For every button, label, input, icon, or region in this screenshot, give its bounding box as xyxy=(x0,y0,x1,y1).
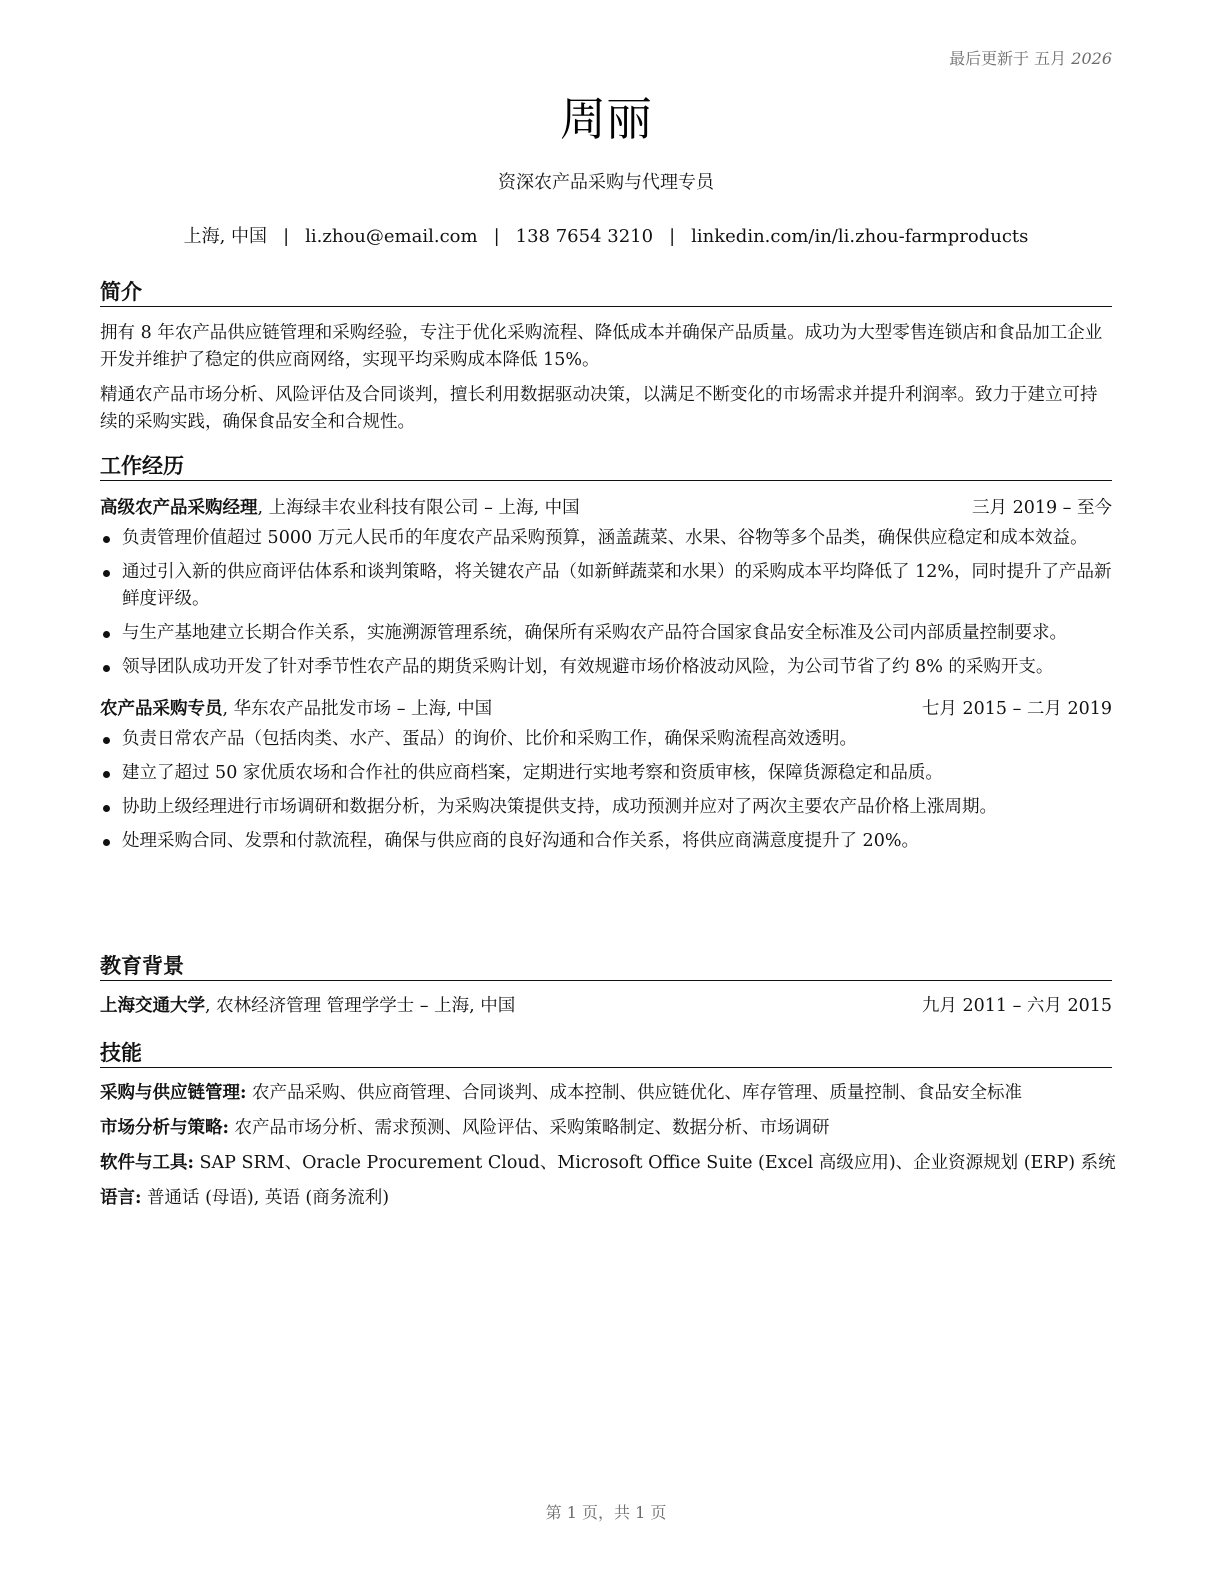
bullet-icon xyxy=(103,805,110,812)
job-header xyxy=(100,495,1112,522)
bullet-text: 建立了超过 50 家优质农场和合作社的供应商档案，定期进行实地考察和资质审核，保障货源稳定和品质。 xyxy=(122,763,943,783)
education-detail: , 农林经济管理 管理学学士 – 上海, 中国 xyxy=(205,996,516,1016)
last-updated-prefix: 最后更新于 五月 xyxy=(949,49,1067,68)
skills-list xyxy=(100,1080,1116,1212)
bullet-icon xyxy=(103,839,110,846)
job-organization: , 上海绿丰农业科技有限公司 – 上海, 中国 xyxy=(257,498,580,518)
education-school: 上海交通大学 xyxy=(100,996,205,1016)
list-item xyxy=(100,559,1112,613)
summary-paragraph: 拥有 8 年农产品供应链管理和采购经验，专注于优化采购流程、降低成本并确保产品质量。成功为大型零售连锁店和食品加工企业开发并维护了稳定的供应商网络，实现平均采购成本降低 15%。 xyxy=(100,323,1103,370)
list-item xyxy=(100,760,1112,787)
skill-line xyxy=(100,1150,1116,1177)
bullet-text: 处理采购合同、发票和付款流程，确保与供应商的良好沟通和合作关系，将供应商满意度提升了 20%。 xyxy=(122,831,919,851)
skill-label: 语言: xyxy=(100,1188,142,1208)
section-title-summary: 简介 xyxy=(100,278,1112,307)
skill-value: SAP SRM、Oracle Procurement Cloud、Microsoft Office Suite (Excel 高级应用)、企业资源规划 (ERP) 系统 xyxy=(193,1153,1116,1173)
contact-location: 上海, 中国 xyxy=(183,226,268,247)
job-role: 农产品采购专员 xyxy=(100,699,223,719)
skill-value: 农产品市场分析、需求预测、风险评估、采购策略制定、数据分析、市场调研 xyxy=(228,1118,830,1138)
skill-value: 普通话 (母语), 英语 (商务流利) xyxy=(141,1188,390,1208)
job-dates: 七月 2015 – 二月 2019 xyxy=(921,699,1112,719)
experience-section xyxy=(100,452,1112,862)
bullet-text: 负责日常农产品（包括肉类、水产、蛋品）的询价、比价和采购工作，确保采购流程高效透明。 xyxy=(122,729,857,749)
summary-paragraph: 精通农产品市场分析、风险评估及合同谈判，擅长利用数据驱动决策，以满足不断变化的市场需求并提升利润率。致力于建立可持续的采购实践，确保食品安全和合规性。 xyxy=(100,385,1098,432)
contact-line xyxy=(100,224,1112,250)
job-role: 高级农产品采购经理 xyxy=(100,498,258,518)
bullet-text: 通过引入新的供应商评估体系和谈判策略，将关键农产品（如新鲜蔬菜和水果）的采购成本平均降低了 12%，同时提升了产品新鲜度评级。 xyxy=(122,562,1112,609)
bullet-icon xyxy=(103,737,110,744)
bullet-text: 负责管理价值超过 5000 万元人民币的年度农产品采购预算，涵盖蔬菜、水果、谷物等多个品类，确保供应稳定和成本效益。 xyxy=(122,528,1088,548)
summary-section xyxy=(100,278,1112,436)
skill-line xyxy=(100,1185,1112,1212)
contact-separator: | xyxy=(493,226,500,247)
list-item xyxy=(100,828,1112,855)
contact-email[interactable]: li.zhou@email.com xyxy=(305,226,478,247)
page-number: 第 1 页，共 1 页 xyxy=(545,1503,667,1522)
list-item xyxy=(100,726,1112,753)
skills-section xyxy=(100,1039,1116,1220)
bullet-icon xyxy=(103,631,110,638)
job-organization: , 华东农产品批发市场 – 上海, 中国 xyxy=(222,699,493,719)
job-header xyxy=(100,696,1112,723)
job-bullets xyxy=(100,726,1112,855)
last-updated xyxy=(949,46,1112,69)
section-title-skills: 技能 xyxy=(100,1039,1112,1068)
contact-linkedin[interactable]: linkedin.com/in/li.zhou-farmproducts xyxy=(691,226,1029,247)
bullet-icon xyxy=(103,665,110,672)
bullet-text: 与生产基地建立长期合作关系，实施溯源管理系统，确保所有采购农产品符合国家食品安全标准及公司内部质量控制要求。 xyxy=(122,623,1067,643)
education-entry xyxy=(100,993,1112,1020)
bullet-icon xyxy=(103,570,110,577)
skill-label: 采购与供应链管理: xyxy=(100,1083,247,1103)
bullet-text: 领导团队成功开发了针对季节性农产品的期货采购计划，有效规避市场价格波动风险，为公司节省了约 8% 的采购开支。 xyxy=(122,657,1054,677)
bullet-text: 协助上级经理进行市场调研和数据分析，为采购决策提供支持，成功预测并应对了两次主要农产品价格上涨周期。 xyxy=(122,797,997,817)
bullet-icon xyxy=(103,536,110,543)
section-title-experience: 工作经历 xyxy=(100,452,1112,481)
skill-value: 农产品采购、供应商管理、合同谈判、成本控制、供应链优化、库存管理、质量控制、食品安全标准 xyxy=(246,1083,1023,1103)
job-dates: 三月 2019 – 至今 xyxy=(972,498,1112,518)
job-bullets xyxy=(100,525,1112,681)
contact-separator: | xyxy=(283,226,290,247)
list-item xyxy=(100,620,1112,647)
list-item xyxy=(100,794,1112,821)
contact-separator: | xyxy=(669,226,676,247)
skill-line xyxy=(100,1080,1112,1107)
last-updated-year: 2026 xyxy=(1071,49,1112,68)
job-entry xyxy=(100,696,1112,855)
education-dates: 九月 2011 – 六月 2015 xyxy=(921,996,1112,1016)
skill-line xyxy=(100,1115,1112,1142)
candidate-name: 周丽 xyxy=(560,92,652,146)
candidate-title: 资深农产品采购与代理专员 xyxy=(498,172,714,193)
resume-page xyxy=(100,0,1116,1584)
skill-label: 软件与工具: xyxy=(100,1153,194,1173)
list-item xyxy=(100,525,1112,552)
job-entry xyxy=(100,495,1112,681)
section-title-education: 教育背景 xyxy=(100,952,1112,981)
skill-label: 市场分析与策略: xyxy=(100,1118,229,1138)
bullet-icon xyxy=(103,771,110,778)
contact-phone: 138 7654 3210 xyxy=(515,226,654,247)
education-section xyxy=(100,952,1112,1020)
list-item xyxy=(100,654,1112,681)
